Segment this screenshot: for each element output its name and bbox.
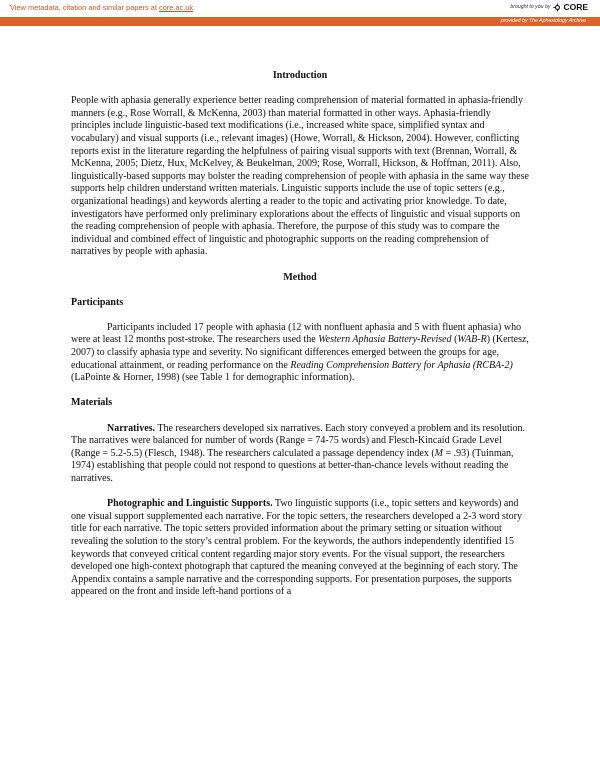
narratives-label: Narratives. bbox=[107, 422, 156, 434]
core-logo-icon bbox=[553, 3, 562, 12]
core-link-domain[interactable]: core.ac.uk bbox=[159, 3, 194, 12]
brought-to-you-by bbox=[510, 2, 588, 12]
core-logo-text: CORE bbox=[563, 2, 588, 12]
provided-by-bar bbox=[0, 17, 600, 26]
core-link-prefix: View metadata, citation and similar papers at bbox=[10, 3, 159, 12]
narratives-paragraph bbox=[71, 423, 529, 486]
method-heading: Method bbox=[283, 271, 317, 283]
materials-heading: Materials bbox=[71, 397, 113, 409]
wab-r-abbrev: WAB-R bbox=[457, 334, 487, 346]
participants-text-1: Participants included 17 people with aphasia (12 with nonfluent aphasia and 5 with fluent aphasia) who were at least 12 months post-stroke. The researchers used the bbox=[71, 321, 522, 346]
supports-label: Photographic and Linguistic Supports. bbox=[107, 498, 273, 510]
wab-r-title: Western Aphasia Battery-Revised bbox=[318, 334, 452, 346]
participants-paragraph bbox=[71, 322, 529, 385]
participants-text-4: (LaPointe & Horner, 1998) (see Table 1 for demographic information). bbox=[71, 372, 355, 384]
core-metadata-link[interactable] bbox=[10, 3, 193, 12]
introduction-paragraph: People with aphasia generally experience better reading comprehension of material formatted in aphasia-friendly manners (e.g., Rose Worrall, & McKenna, 2003) than material formatted in other ways. Aphasia-friendly principles include linguistic-based text modifications (i.e., increased white space, simplified syntax and vocabulary) and visual supports (i.e., relevant images) (Howe, Worrall, & Hickson, 2004). However, conflicting reports exist in the literature regarding the helpfulness of pairing visual supports with text (Brennan, Worrall, & McKenna, 2005; Dietz, Hux, McKelvey, & Beukelman, 2009; Rose, Worrall, Hickson, & Hoffman, 2011). Also, linguistically-based supports may bolster the reading comprehension of people with aphasia in the same way these supports help children understand written materials. Linguistic supports include the use of topic setters (e.g., organizational headings) and keywords alerting a reader to the topic and activating prior knowledge. To date, investigators have performed only preliminary explorations about the effects of linguistic and visual supports on the reading comprehension of people with aphasia. Therefore, the purpose of this study was to compare the individual and combined effect of linguistic and photographic supports on the reading comprehension of narratives by people with aphasia. bbox=[71, 95, 529, 258]
page-body bbox=[71, 70, 529, 599]
brought-by-label: brought to you by bbox=[510, 4, 551, 10]
rcba-title: Reading Comprehension Battery for Aphasia (RCBA-2) bbox=[290, 359, 513, 371]
introduction-heading: Introduction bbox=[272, 70, 328, 81]
narratives-italic-m: M bbox=[434, 447, 443, 459]
narratives-text-2: = .93) (Tuinman, 1974) establishing that people could not respond to questions at better-than-chance levels without reading the narratives. bbox=[71, 447, 514, 484]
narratives-text-1: The researchers developed six narratives. Each story conveyed a problem and its resolution. The narratives were balanced for number of words (Range = 74-75 words) and Flesch-Kincaid Grade Level (Range = 5.2-5.5) (Flesch, 1948). The researchers calculated a passage dependency index ( bbox=[71, 422, 526, 459]
participants-heading: Participants bbox=[71, 296, 124, 308]
provided-by-text[interactable]: provided by The Aphasiology Archive bbox=[500, 18, 586, 24]
participants-text-3: ) (Kertesz, 2007) to classify aphasia type and severity. No significant differences emerged between the groups for age, educational attainment, or reading performance on the bbox=[71, 334, 529, 371]
participants-text-2: ( bbox=[451, 334, 458, 346]
supports-text: Two linguistic supports (i.e., topic setters and keywords) and one visual support supplemented each narrative. For the topic setters, the researchers developed a 2-3 word story title for each narrative. The topic setters provided information about the primary setting or situation without revealing the solution to the story’s central problem. For the keywords, the authors independently identified 15 keywords that conveyed critical content regarding major story events. For the visual support, the researchers developed one high-context photograph that captured the meaning conveyed at the beginning of each story. The Appendix contains a sample narrative and the corresponding supports. For presentation purposes, the supports appeared on the front and inside left-hand portions of a bbox=[71, 498, 522, 598]
core-banner bbox=[0, 0, 600, 28]
core-logo[interactable] bbox=[553, 2, 588, 12]
supports-paragraph bbox=[71, 498, 529, 599]
